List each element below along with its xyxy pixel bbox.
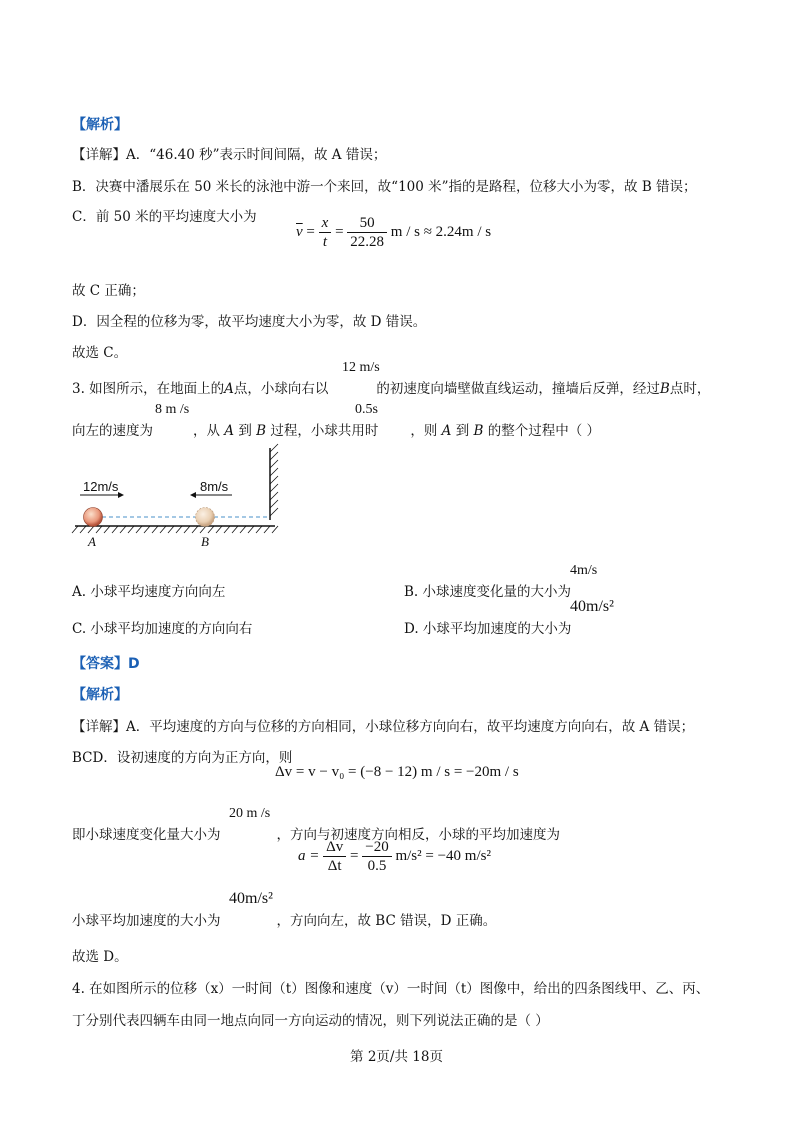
- option-b[interactable]: B. 小球速度变化量的大小为: [404, 584, 572, 600]
- option-c[interactable]: C. 小球平均加速度的方向向右: [72, 621, 253, 637]
- option-a[interactable]: A. 小球平均速度方向向左: [72, 584, 226, 600]
- delta-v-equation: Δv = v − v₀ = (−8 − 12) m / s = −20m / s: [275, 764, 519, 780]
- q4-stem-line2: 丁分别代表四辆车由同一地点向同一方向运动的情况，则下列说法正确的是（ ）: [72, 1013, 549, 1029]
- q3-choice: 故选 D。: [72, 949, 128, 965]
- option-d[interactable]: D. 小球平均加速度的大小为: [404, 621, 572, 637]
- answer-label: 【答案】D: [72, 656, 140, 672]
- q3-detail-a: 【详解】A．平均速度的方向与位移的方向相同，小球位移方向向右，故平均速度方向向右，故 A 错误；: [72, 719, 695, 735]
- acceleration-equation: a = $\frac{\Delta v}{\Delta t}$ = $\frac{-20}{0.5}$ m/s² = −40 m/s²: [298, 839, 491, 874]
- wall-hatch: [270, 444, 278, 516]
- detail-label: 【详解】: [72, 147, 126, 163]
- analysis-label-2: 【解析】: [72, 687, 128, 703]
- acc-value: 40m/s²: [229, 890, 273, 907]
- q3-stem-line2: 向左的速度为 ，从 A 到 B 过程，小球共用时 ，则 A 到 B 的整个过程中（ ）: [72, 423, 601, 439]
- q3-v1-value: 12 m/s: [342, 360, 380, 375]
- ball-b: [196, 508, 215, 527]
- ball-a: [84, 508, 103, 527]
- analysis-label: 【解析】: [72, 117, 128, 133]
- dv-value: 20 m /s: [229, 806, 271, 821]
- q2-choice: 故选 C。: [72, 345, 128, 361]
- q2-detail-b: B．决赛中潘展乐在 50 米长的泳池中游一个来回，故“100 米”指的是路程，位移大小为零，故 B 错误；: [72, 179, 697, 195]
- fig-b-label: B: [201, 534, 209, 549]
- q2-detail-d: D．因全程的位移为零，故平均速度大小为零，故 D 错误。: [72, 314, 427, 330]
- q3-time-value: 0.5s: [355, 402, 378, 417]
- arrow-left-head: [190, 492, 196, 498]
- opt-b-value: 4m/s: [570, 563, 598, 578]
- q2-velocity-equation: $\overline{v}$ = $\frac{x}{t}$ = $\frac{50}{22.28}$ m / s ≈ 2.24m / s: [296, 215, 492, 250]
- arrow-right-head: [118, 492, 124, 498]
- q3-detail-dv: 即小球速度变化量大小为 ，方向与初速度方向相反，小球的平均加速度为: [72, 827, 560, 843]
- fig-a-label: A: [88, 534, 96, 549]
- q4-stem-line1: 4. 在如图所示的位移（x）一时间（t）图像和速度（v）一时间（t）图像中，给出的四条图线甲、乙、丙、: [72, 981, 710, 997]
- q2-detail-a: 【详解】A．“46.40 秒”表示时间间隔，故 A 错误；: [72, 147, 387, 163]
- fig-v2-label: 8m/s: [200, 479, 229, 494]
- ground-hatch: [72, 526, 278, 533]
- q3-diagram: [70, 440, 285, 550]
- q3-v2-value: 8 m /s: [155, 402, 190, 417]
- q3-detail-bcd: BCD．设初速度的方向为正方向，则: [72, 750, 293, 766]
- q2-detail-c2: 故 C 正确；: [72, 283, 145, 299]
- fig-v1-label: 12m/s: [83, 479, 119, 494]
- page-footer: 第 2页/共 18页: [350, 1049, 443, 1065]
- opt-d-value: 40m/s²: [570, 598, 614, 615]
- q3-stem-line1: 3. 如图所示，在地面上的A点，小球向右以 的初速度向墙壁做直线运动，撞墙后反弹，经过B点时，: [72, 381, 711, 397]
- q3-detail-acc: 小球平均加速度的大小为 ，方向向左，故 BC 错误，D 正确。: [72, 913, 497, 929]
- q2-detail-c: C．前 50 米的平均速度大小为: [72, 209, 257, 225]
